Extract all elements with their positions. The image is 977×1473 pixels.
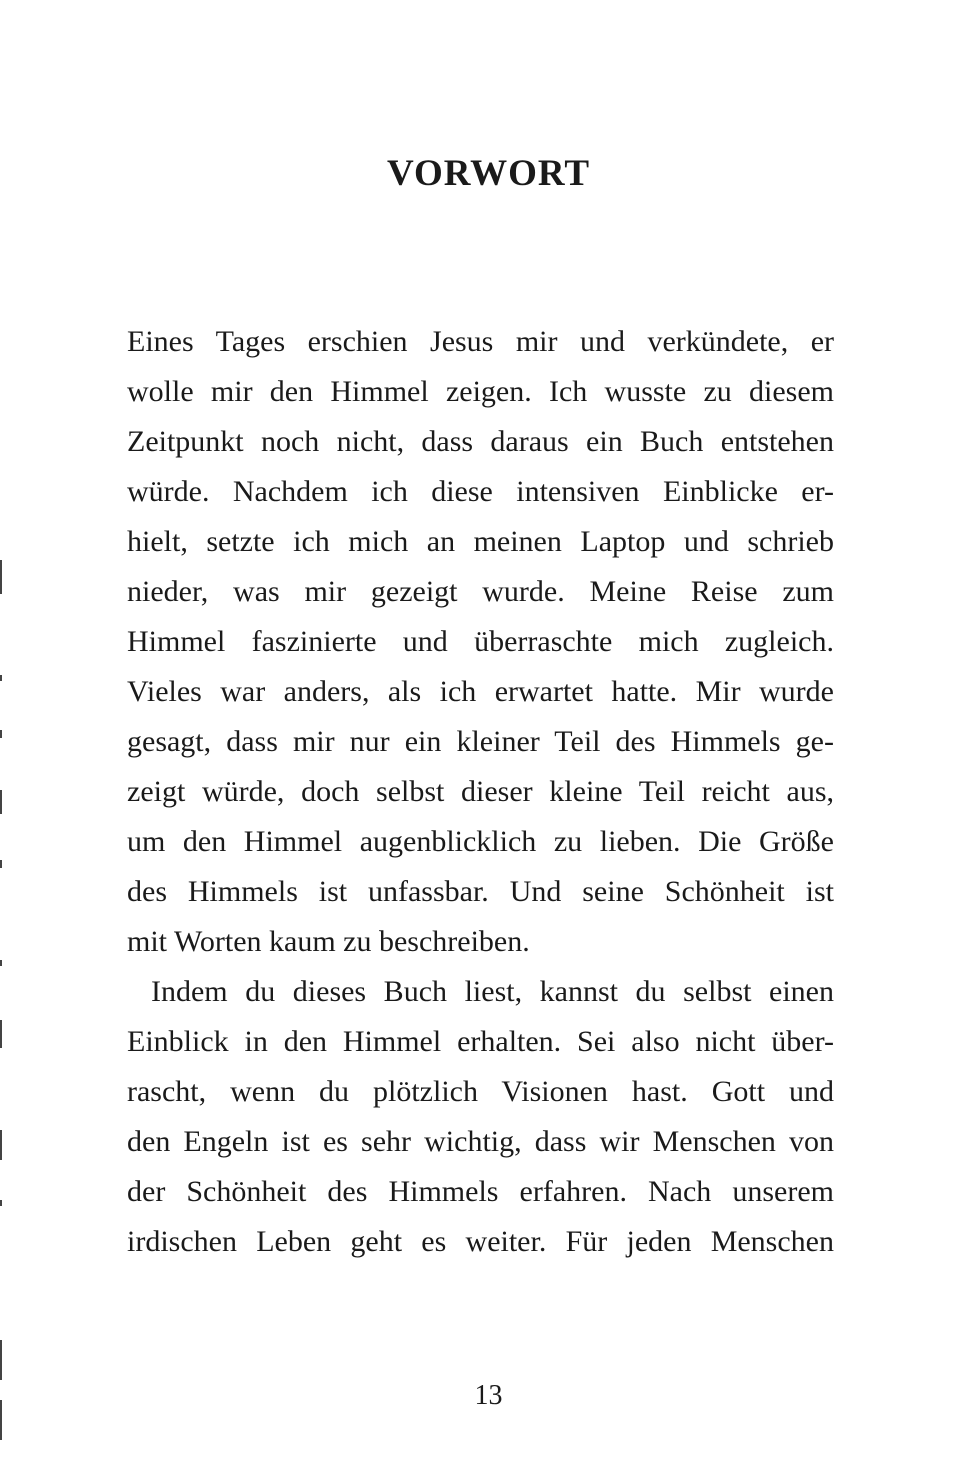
text-line: Eines Tages erschien Jesus mir und verkündete, er <box>127 325 834 358</box>
text-line: Indem du dieses Buch liest, kannst du selbst einen <box>151 975 834 1008</box>
text-line: Einblick in den Himmel erhalten. Sei also nicht über- <box>127 1025 834 1058</box>
text-line: den Engeln ist es sehr wichtig, dass wir Menschen von <box>127 1125 834 1158</box>
text-line: der Schönheit des Himmels erfahren. Nach unserem <box>127 1175 834 1208</box>
page-number: 13 <box>474 1380 503 1411</box>
text-line: Zeitpunkt noch nicht, dass daraus ein Buch entstehen <box>127 425 834 458</box>
text-line: irdischen Leben geht es weiter. Für jeden Menschen <box>127 1225 834 1258</box>
text-line: wolle mir den Himmel zeigen. Ich wusste zu diesem <box>127 375 834 408</box>
text-line: würde. Nachdem ich diese intensiven Einblicke er- <box>127 475 834 508</box>
paragraph-2 <box>127 967 834 1267</box>
chapter-title: VORWORT <box>386 153 591 194</box>
text-line: mit Worten kaum zu beschreiben. <box>127 925 530 958</box>
text-line: Vieles war anders, als ich erwartet hatte. Mir wurde <box>127 675 834 708</box>
text-line: des Himmels ist unfassbar. Und seine Schönheit ist <box>127 875 834 908</box>
text-line: um den Himmel augenblicklich zu lieben. Die Größe <box>127 825 834 858</box>
text-line: zeigt würde, doch selbst dieser kleine Teil reicht aus, <box>127 775 834 808</box>
text-line: rascht, wenn du plötzlich Visionen hast. Gott und <box>127 1075 834 1108</box>
text-line: hielt, setzte ich mich an meinen Laptop und schrieb <box>127 525 834 558</box>
text-line: Himmel faszinierte und überraschte mich zugleich. <box>127 625 834 658</box>
text-line: gesagt, dass mir nur ein kleiner Teil des Himmels ge- <box>127 725 834 758</box>
scan-edge-marks <box>0 560 4 1473</box>
paragraph-1 <box>127 317 834 967</box>
text-line: nieder, was mir gezeigt wurde. Meine Reise zum <box>127 575 834 608</box>
